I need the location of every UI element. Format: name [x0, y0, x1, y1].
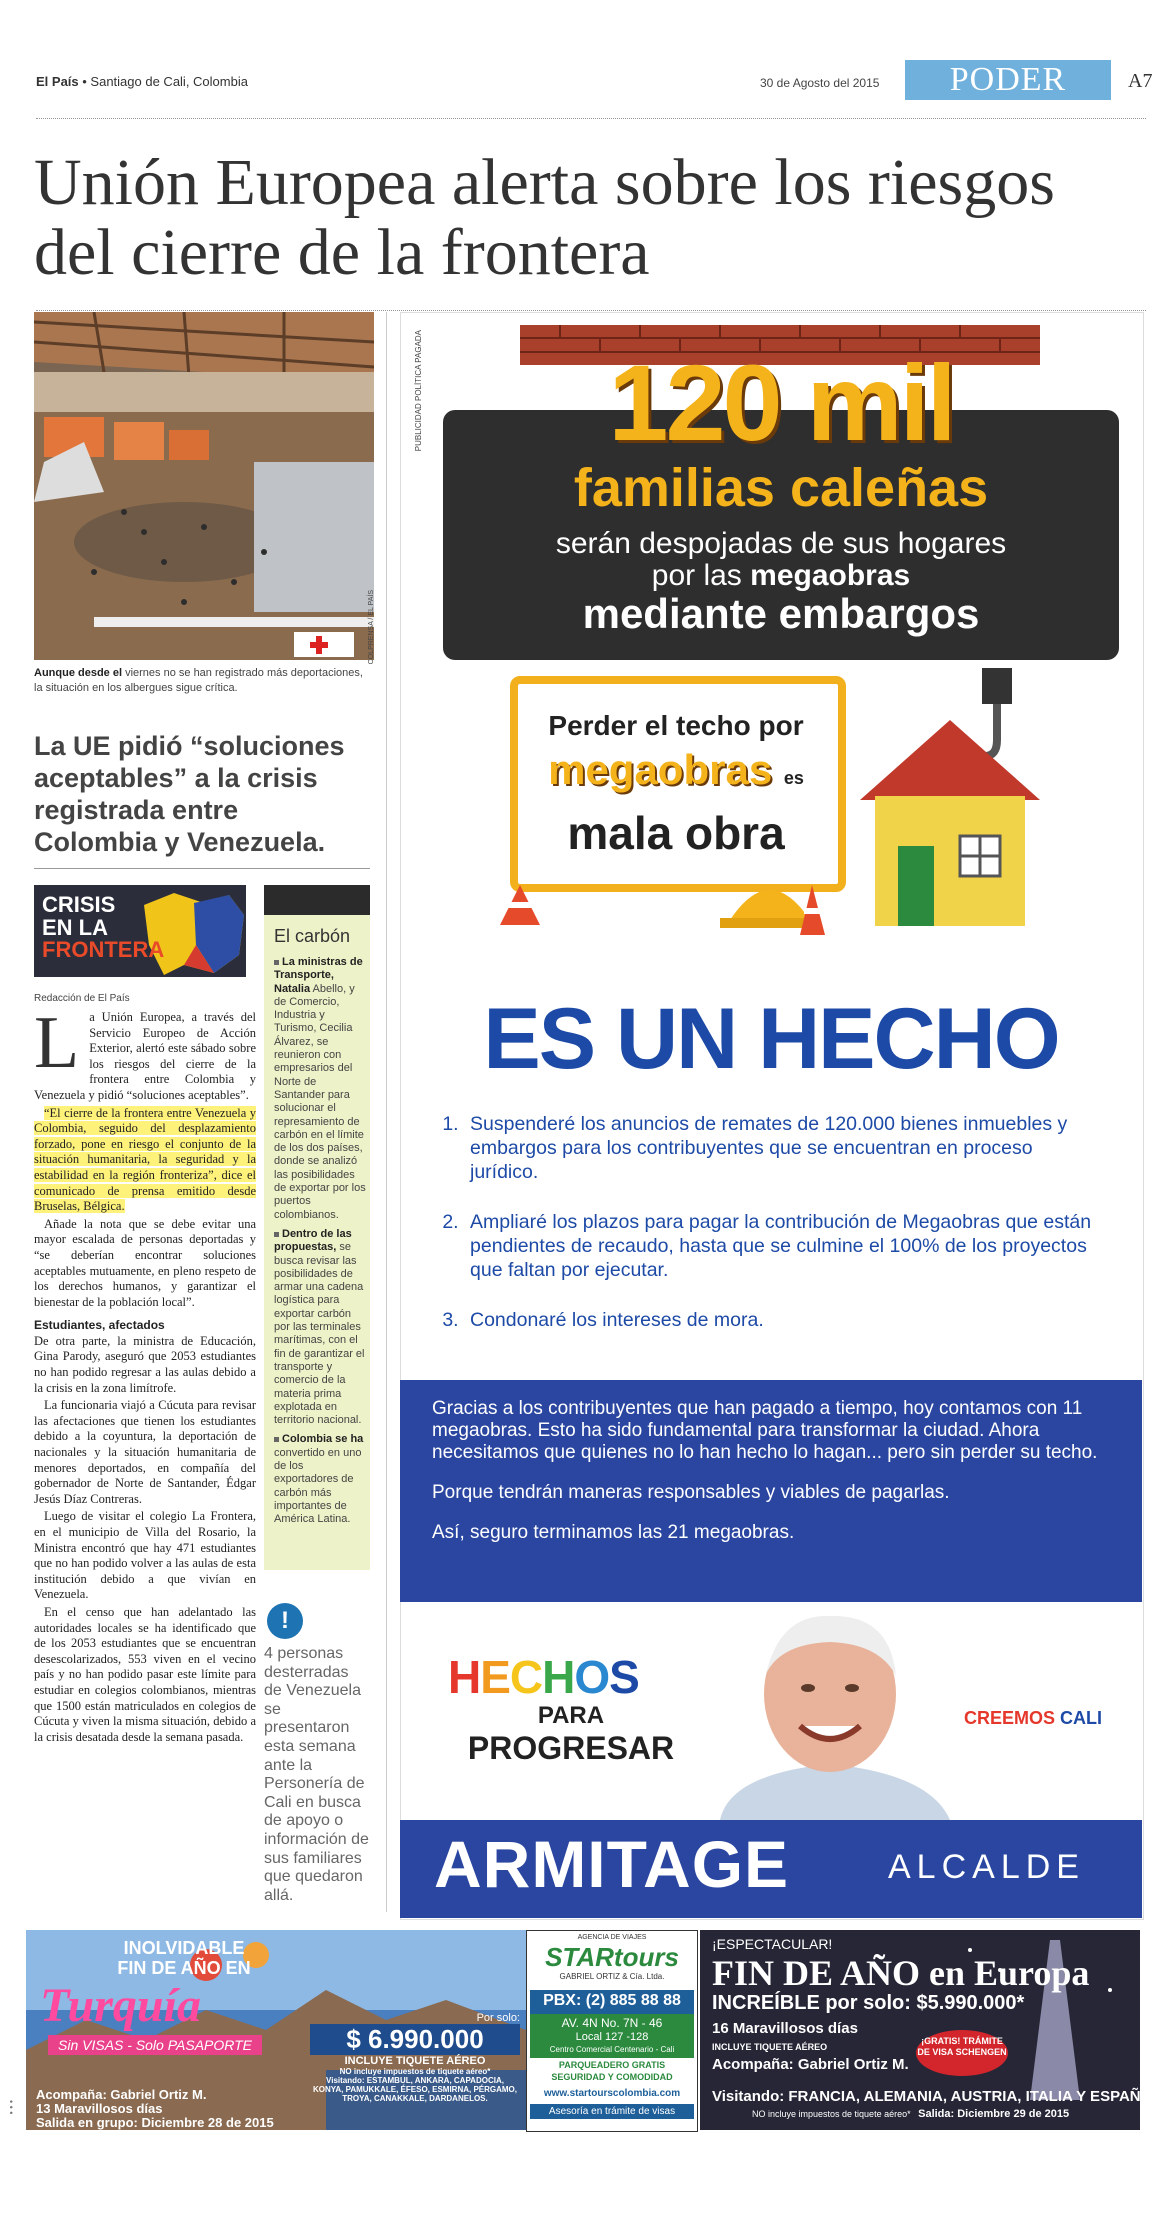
- paragraph: Añade la nota que se debe evitar una mayor escalada de personas deportadas y “se deberían encontrar soluciones aceptables mutuamente, en pleno respeto de los derechos humanos, y garantizar el bienestar de la población local”.: [34, 1216, 256, 1309]
- map-icon: [134, 885, 246, 977]
- agency-visa: Asesoría en trámite de visas: [530, 2104, 694, 2119]
- masthead-line: El País • Santiago de Cali, Colombia: [36, 74, 248, 89]
- visa-badge: ¡GRATIS! TRÁMITE DE VISA SCHENGEN: [916, 2030, 1008, 2076]
- ad-promises: [442, 1112, 1106, 1358]
- caption-text: viernes no se han registrado más deportaciones, la situación en los albergues sigue crítica.: [34, 667, 363, 694]
- europe-title: FIN DE AÑO en Europa: [712, 1953, 1090, 1993]
- agency-website: www.startourscolombia.com: [543, 2088, 681, 2099]
- agency-top: AGENCIA DE VIAJES: [577, 1934, 647, 1941]
- ad-families: familias caleñas: [573, 458, 989, 518]
- ad-blue-text: Gracias a los contribuyentes que han pagado a tiempo, hoy contamos con 11 megaobras. Esto ha sido fundamental para transformar la ciudad. Ahora necesitamos que quienes no lo han hecho lo hagan... pero sin perder su techo. Porque tendrán maneras responsables y viables de pagarlas. Así, seguro terminamos las 21 megaobras.: [432, 1398, 1098, 1543]
- header-rule: [36, 118, 1146, 119]
- byline: Redacción de El País: [34, 993, 130, 1004]
- ad-dispossessed: serán despojadas de sus hogares por las megaobras: [555, 527, 1007, 592]
- column-rule: [386, 312, 387, 1912]
- hechos-logo: HECHOS: [448, 1651, 639, 1703]
- turkey-price-box: Por solo: $ 6.990.000 INCLUYE TIQUETE AÉREO NO incluye impuestos de tiquete aéreo* Visitando: ESTAMBUL, ANKARA, CAPADOCIA, KONYA, PAMUKKALE, ÉFESO, ESMIRNA, PÉRGAMO, TROYA, CANAKKALE, DARDANELOS.: [310, 2012, 520, 2103]
- agency-slogan1: PARQUEADERO GRATIS: [558, 2060, 666, 2070]
- subhead-rule: [34, 868, 370, 869]
- issue-date: 30 de Agosto del 2015: [760, 76, 880, 90]
- quote-paragraph: “El cierre de la frontera entre Venezuela y Colombia, seguido del desplazamiento forzado, pone en riesgo el conjunto de la situación humanitaria, la seguridad y la estabilidad en la región fronteriza”, dice el comunicado de prensa emitido desde Bruselas, Bélgica.: [34, 1105, 256, 1214]
- house-crane-icon: [850, 660, 1050, 940]
- progresar-label: PROGRESAR: [467, 1730, 675, 1766]
- creemos-cali-logo: CREEMOS CALI: [964, 1708, 1103, 1728]
- promise-item: 2. Ampliaré los plazos para pagar la contribución de Megaobras que están pendientes de recaudo, hasta que se culmine el 100% de los proyectos que faltan por ejecutar.: [464, 1210, 1106, 1282]
- logo-line1: CRISIS EN LA: [42, 892, 116, 940]
- subheadline: La UE pidió “soluciones aceptables” a la crisis registrada entre Colombia y Venezuela.: [34, 731, 345, 857]
- europe-kicker: ¡ESPECTACULAR!: [712, 1936, 833, 1952]
- hard-hat-icon: [720, 860, 830, 940]
- sidebar-text: [274, 956, 366, 1532]
- section-title: Estudiantes, afectados: [34, 1318, 165, 1333]
- sidebar-item: Dentro de las propuestas, se busca revisar las posibilidades de armar una cadena logística para exportar carbón por las terminales marítimas, con el fin de garantizar el transporte y comercio de la materia prima explotada en territorio nacional.: [274, 1227, 365, 1427]
- para-label: PARA: [537, 1702, 605, 1729]
- sign-line2: megaobras es: [548, 746, 804, 793]
- agency-owner: GABRIEL ORTIZ & Cía. Ltda.: [559, 1972, 665, 1981]
- candidate-name: ARMITAGE: [434, 1827, 790, 1901]
- candidate-role: ALCALDE: [888, 1848, 1085, 1886]
- caption-lead: Aunque desde el: [34, 667, 123, 679]
- sidebar-bar: [264, 885, 370, 915]
- turkey-destination: Turquía: [40, 1979, 201, 2032]
- agency-address: AV. 4N No. 7N - 46: [561, 2016, 663, 2030]
- article-body: [34, 1002, 256, 1747]
- paragraph: Luego de visitar el colegio La Frontera, en el municipio de Villa del Rosario, la Ministra encontró que hay 471 estudiantes que no han podido volver a las aulas de esta institución debido a que vivían en Venezuela.: [34, 1509, 256, 1602]
- exclamation-icon: !: [267, 1603, 303, 1639]
- drop-cap: L: [34, 1002, 80, 1084]
- traffic-cone-icon: [490, 880, 550, 930]
- europe-itinerary: Visitando: FRANCIA, ALEMANIA, AUSTRIA, ITALIA Y ESPAÑA: [712, 2088, 1152, 2105]
- sidebar-item: Colombia se ha convertido en uno de los exportadores de carbón más importantes de América Latina.: [274, 1433, 364, 1526]
- agency-slogan2: SEGURIDAD Y COMODIDAD: [551, 2072, 673, 2082]
- sidebar-title: El carbón: [274, 926, 351, 946]
- section-name: PODER: [905, 60, 1111, 100]
- promise-item: 3. Condonaré los intereses de mora.: [464, 1308, 1106, 1332]
- sidebar-item: La ministras de Transporte, Natalia Abello, y de Comercio, Industria y Turismo, Cecilia Álvarez, se reunieron con empresarios del Norte de Santander para solucionar el represamiento de carbón en el límite de los dos países, donde se analizó las posibilidades de exportar por los puertos colombianos.: [274, 956, 366, 1221]
- europe-price: INCREÍBLE por solo: $5.990.000*: [712, 1992, 1025, 2014]
- agency-mall: Centro Comercial Centenario - Cali: [549, 2045, 675, 2054]
- turkey-title: INOLVIDABLE FIN DE AÑO EN: [117, 1938, 251, 1978]
- paragraph: En el censo que han adelantado las autoridades locales se ha identificado que de los 2053 estudiantes que se encuentran desescolarizados, 553 viven en el vecino país y no han podido pasar este límite para estudiar en colegios colombianos, mientras que 1500 están matriculados en colegios de Cúcuta y viven la misma situación, debido a la crisis desatada desde la semana pasada.: [34, 1604, 256, 1744]
- ad-es-un-hecho: ES UN HECHO: [483, 991, 1059, 1087]
- crisis-logo: [34, 885, 246, 977]
- promise-item: 1. Suspenderé los anuncios de remates de 120.000 bienes inmuebles y embargos para los contribuyentes que se encuentran en proceso jurídico.: [464, 1112, 1106, 1184]
- page-number: A7: [1128, 70, 1153, 92]
- turkey-visa: Sin VISAS - Solo PASAPORTE: [48, 2035, 262, 2055]
- headline: Unión Europea alerta sobre los riesgos del cierre de la frontera: [34, 146, 1055, 289]
- paragraph: La funcionaria viajó a Cúcuta para revisar las afectaciones que tienen los estudiantes debido a la coyuntura, la deportación de nacionales y la situación humanitaria de menores deportados, en compañía del gobernador de Norte de Santander, Édgar Jesús Díaz Contreras.: [34, 1398, 256, 1506]
- location: Santiago de Cali, Colombia: [90, 74, 248, 89]
- photo-credit: COLPRENSA / EL PAÍS: [368, 590, 375, 665]
- shelter-photo: [34, 312, 374, 660]
- agency-local: Local 127 -128: [575, 2031, 649, 2043]
- turkey-price: $ 6.990.000: [310, 2024, 520, 2055]
- turkey-details: Acompaña: Gabriel Ortiz M. 13 Maravillosos días Salida en grupo: Diciembre 28 de 2015: [36, 2087, 274, 2130]
- agency-logo: STARtours: [545, 1942, 679, 1972]
- agency-phone: PBX: (2) 885 88 88: [543, 1992, 681, 2009]
- paper-name: El País: [36, 74, 79, 89]
- candidate-portrait: [700, 1604, 960, 1820]
- europe-details: 16 Maravillosos días INCLUYE TIQUETE AÉREO Acompaña: Gabriel Ortiz M.: [712, 2020, 909, 2073]
- paragraph: De otra parte, la ministra de Educación, Gina Parody, aseguró que 2053 estudiantes no han podido regresar a las aulas debido a la crisis en la zona limítrofe.: [34, 1333, 256, 1395]
- sign-line1: Perder el techo por: [548, 710, 804, 741]
- ad-big-number: 120 mil: [608, 342, 954, 463]
- ad-embargos: mediante embargos: [582, 590, 980, 637]
- sign-line4: mala obra: [567, 807, 785, 859]
- headline-rule: [36, 310, 1146, 311]
- paragraph: La Unión Europea, a través del Servicio Europeo de Acción Exterior, alertó este sábado sobre los riesgos del cierre de la frontera entre Colombia y Venezuela y pidió “soluciones aceptables”.: [34, 1002, 256, 1102]
- europe-footnote: NO incluye impuestos de tiquete aéreo* Salida: Diciembre 29 de 2015: [752, 2108, 1070, 2120]
- paid-label: PUBLICIDAD POLÍTICA PAGADA: [414, 330, 423, 452]
- logo-line3: FRONTERA: [42, 937, 165, 962]
- page-dots: • • •: [6, 2100, 16, 2115]
- fact-box: 4 personas desterradas de Venezuela se presentaron esta semana ante la Personería de Cali en busca de apoyo o información de sus familiares que quedaron allá.: [264, 1645, 369, 1904]
- photo-caption: [34, 666, 374, 696]
